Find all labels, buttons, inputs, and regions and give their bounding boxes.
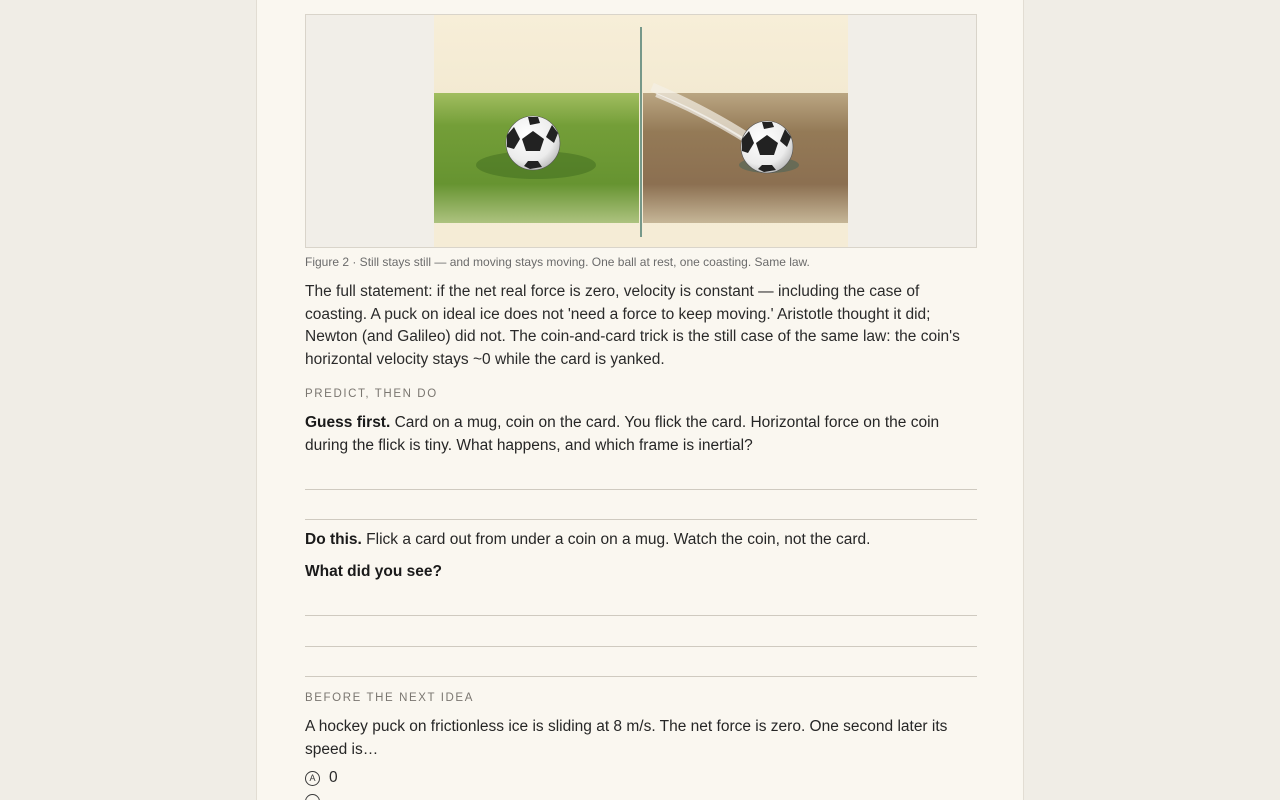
guess-answer-line-1[interactable] xyxy=(305,489,977,490)
figure-2 xyxy=(305,14,977,248)
guess-answer-line-2[interactable] xyxy=(305,519,977,520)
do-text: Flick a card out from under a coin on a mug. Watch the coin, not the card. xyxy=(366,531,871,548)
lesson-page xyxy=(256,0,1024,800)
quiz-option-a[interactable] xyxy=(305,769,338,787)
next-section-label: BEFORE THE NEXT IDEA xyxy=(305,692,474,704)
ball-at-rest xyxy=(506,116,560,170)
do-instruction xyxy=(305,529,977,552)
guess-text: Card on a mug, coin on the card. You flick the card. Horizontal force on the coin during the flick is tiny. What happens, and which frame is inertial? xyxy=(305,414,940,454)
option-letter-a: A xyxy=(305,771,320,786)
observe-prompt xyxy=(305,561,977,584)
observe-answer-line-3[interactable] xyxy=(305,676,977,677)
guess-lead: Guess first. xyxy=(305,414,391,431)
option-letter-b xyxy=(305,794,320,800)
observe-answer-line-1[interactable] xyxy=(305,615,977,616)
ball-coasting xyxy=(741,121,793,173)
body-paragraph: The full statement: if the net real force is zero, velocity is constant — including the case of coasting. A puck on ideal ice does not 'need a force to keep moving.' Aristotle thought it did; Newton (and Galileo) did not. The coin-and-card trick is the still case of the same law: the coin's horizontal velocity stays ~0 while the card is yanked. xyxy=(305,283,960,368)
do-lead: Do this. xyxy=(305,531,362,548)
figure-caption: Figure 2 · Still stays still — and moving stays moving. One ball at rest, one coasting. Same law. xyxy=(305,255,810,269)
guess-prompt xyxy=(305,412,977,457)
option-text-a: 0 xyxy=(329,769,338,786)
quiz-question: A hockey puck on frictionless ice is sliding at 8 m/s. The net force is zero. One second later its speed is… xyxy=(305,718,948,758)
ball-rest-vs-coasting-illustration xyxy=(434,15,848,247)
quiz-option-b-partial[interactable] xyxy=(305,794,320,800)
observe-prompt-text: What did you see? xyxy=(305,563,442,580)
predict-section-label: PREDICT, THEN DO xyxy=(305,388,438,400)
observe-answer-line-2[interactable] xyxy=(305,646,977,647)
